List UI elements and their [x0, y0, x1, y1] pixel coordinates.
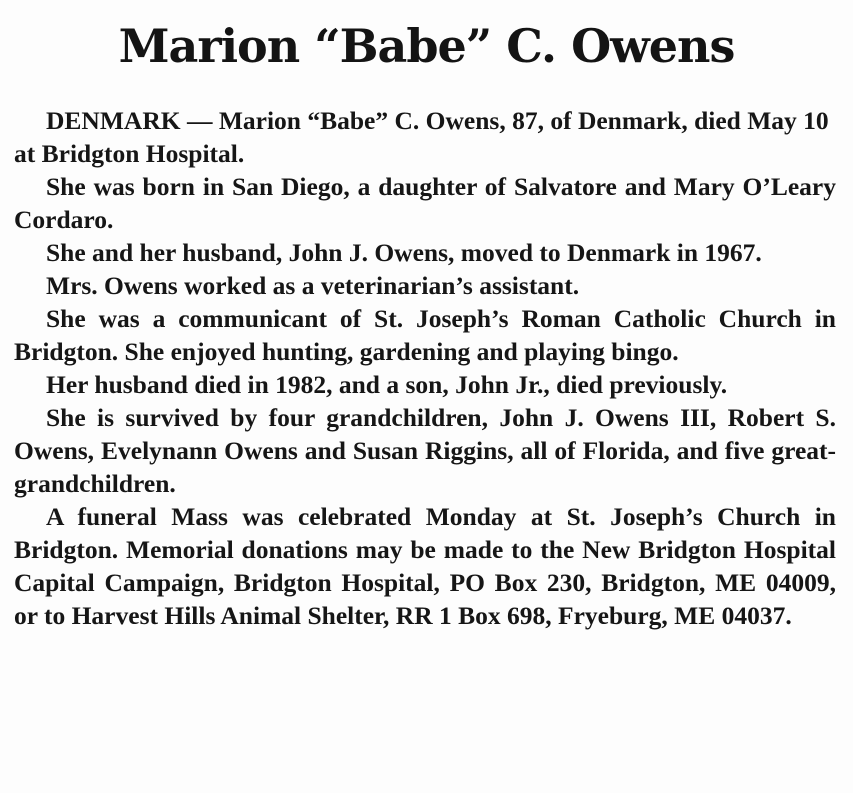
- headline: Marion “Babe” C. Owens: [118, 19, 735, 73]
- paragraph-occupation: Mrs. Owens worked as a veterinarian’s assistant.: [46, 271, 580, 300]
- article-body: [14, 104, 836, 632]
- paragraph-move: She and her husband, John J. Owens, moved to Denmark in 1967.: [46, 238, 762, 267]
- paragraph-survivors: She is survived by four grandchildren, John J. Owens III, Robert S. Owens, Evelynann Owens and Susan Riggins, all of Florida, and five great-grandchildren.: [14, 403, 836, 498]
- paragraph-birth: She was born in San Diego, a daughter of Salvatore and Mary O’Leary Cordaro.: [14, 172, 836, 234]
- paragraph-death-notice: DENMARK — Marion “Babe” C. Owens, 87, of Denmark, died May 10 at Bridgton Hospital.: [14, 106, 829, 168]
- paragraph-services: A funeral Mass was celebrated Monday at St. Joseph’s Church in Bridgton. Memorial donations may be made to the New Bridgton Hospital Capital Campaign, Bridgton Hospital, PO Box 230, Bridgton, ME 04009, or to Harvest Hills Animal Shelter, RR 1 Box 698, Fryeburg, ME 04037.: [14, 502, 836, 630]
- paragraph-church: She was a communicant of St. Joseph’s Roman Catholic Church in Bridgton. She enjoyed hunting, gardening and playing bingo.: [14, 304, 836, 366]
- paragraph-predeceased: Her husband died in 1982, and a son, John Jr., died previously.: [46, 370, 728, 399]
